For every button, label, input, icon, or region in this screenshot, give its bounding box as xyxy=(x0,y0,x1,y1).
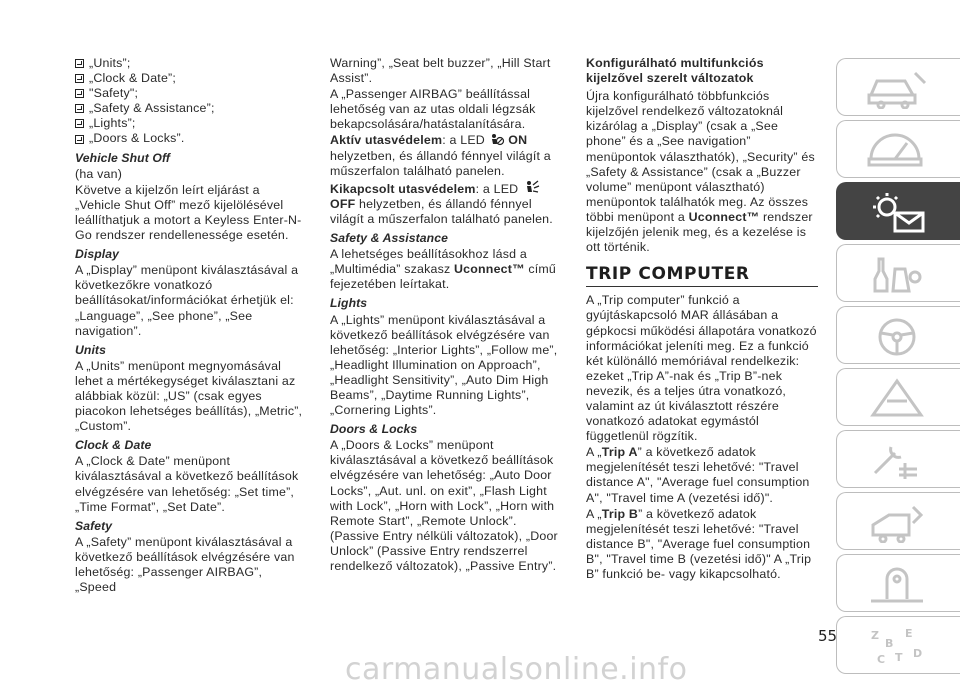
trip-b-paragraph: A „Trip B” a következő adatok megjelenítését teszi lehetővé: "Travel distance B", "Average fuel consumption B", "Travel time B (vezetési idő)" A „Trip B” funkció be- vagy kikapcsolható. xyxy=(586,506,812,581)
display-paragraph: A „Display” menüpont kiválasztásával a következőkre vonatkozó beállításokat/információkat érhetjük el: „Language”, „See phone”, „See navigation”. xyxy=(75,263,299,338)
car-overview-icon xyxy=(865,67,929,109)
tab-steering-wheel[interactable] xyxy=(836,306,960,364)
checkbox-bullet-icon xyxy=(75,74,84,83)
clock-paragraph: A „Clock & Date” menüpont kiválasztásával a következő beállítások elvégzésére van lehetőség: „Set time”, „Time Format”, „Set Date”. xyxy=(75,454,299,514)
column-1 xyxy=(75,56,303,596)
watermark: carmanualsonline.info xyxy=(345,652,688,687)
heading-lights: Lights xyxy=(330,296,368,311)
section-title: TRIP COMPUTER xyxy=(586,264,750,285)
list-item: „Lights”; xyxy=(75,116,303,131)
warning-lights-icon xyxy=(865,191,929,233)
lights-paragraph: A „Lights” menüpont kiválasztásával a következő beállítások elvégzésére van lehetőség: „Interior Lights”, „Follow me”, „Headlight Illumination on Approach”, „Headlight Sensitivity”, „Auto Dim High Beams”, „Daytime Running Lights”, „Cornering Lights”. xyxy=(330,312,558,418)
svg-text:B: B xyxy=(885,637,894,650)
heading-units: Units xyxy=(75,342,106,357)
svg-text:E: E xyxy=(905,627,913,640)
column-3 xyxy=(586,56,818,583)
safety-icon xyxy=(865,253,929,295)
airbag-off-icon xyxy=(522,180,540,196)
dashboard-icon xyxy=(865,129,929,171)
list-item: „Safety & Assistance”; xyxy=(75,101,303,116)
checkbox-bullet-icon xyxy=(75,135,84,144)
checkbox-bullet-icon xyxy=(75,59,84,68)
safety-assistance-paragraph: A lehetséges beállításokhoz lásd a „Multimédia” szakasz Uconnect™ című fejezetében leírtakat. xyxy=(330,247,556,292)
steering-wheel-icon xyxy=(865,315,929,357)
heading-doors-locks: Doors & Locks xyxy=(330,422,418,437)
safety-paragraph: A „Safety” menüpont kiválasztásával a következő beállítások elvégzésére van lehetőség: „Passenger AIRBAG”, „Speed xyxy=(75,534,295,595)
tab-technical-data[interactable] xyxy=(836,492,960,550)
navigation-icon xyxy=(865,563,929,605)
page-number: 55 xyxy=(818,627,838,645)
heading-vehicle-shut-off: Vehicle Shut Off xyxy=(75,150,171,165)
config-paragraph: Újra konfigurálható többfunkciós kijelzővel rendelkező változatoknál kizárólag a „Display” (csak a „See phone” és a „See navigation” menüpontok választhatók), „Security” és „Safety & Assistance” (csak a „Buzzer volume” menüpont választható) menüpontok találhatók meg. Az összes többi menüpont a Uconnect™ rendszer kijelzőjén jelenik meg, és a kezelése is ott történik. xyxy=(586,89,815,255)
tab-warning-lights[interactable] xyxy=(836,182,960,240)
svg-text:Z: Z xyxy=(871,629,879,642)
tab-service[interactable] xyxy=(836,430,960,488)
tab-safety[interactable] xyxy=(836,244,960,302)
column-2 xyxy=(330,56,560,575)
list-item: „Units”; xyxy=(75,56,303,71)
heading-safety: Safety xyxy=(75,518,113,533)
svg-text:T: T xyxy=(895,651,903,664)
safety-continued: Warning”, „Seat belt buzzer”, „Hill Start Assist”. xyxy=(330,56,551,86)
tab-dashboard[interactable] xyxy=(836,120,960,178)
index-icon xyxy=(865,625,929,667)
inactive-protection-paragraph: Kikapcsolt utasvédelem: a LED OFF helyzetben, és állandó fénnyel világít a műszerfalon található panelen. xyxy=(330,181,553,226)
vso-subtitle: (ha van) xyxy=(75,166,123,181)
active-protection-paragraph: Aktív utasvédelem: a LED ON helyzetben, és állandó fénnyel világít a műszerfalon található panelen. xyxy=(330,133,551,178)
emergency-icon xyxy=(865,377,929,419)
svg-text:C: C xyxy=(877,653,886,666)
config-heading: Konfigurálható multifunkciós kijelzővel szerelt változatok xyxy=(586,56,764,86)
tab-index[interactable] xyxy=(836,616,960,674)
svg-text:D: D xyxy=(913,647,923,660)
technical-data-icon xyxy=(865,501,929,543)
airbag-paragraph: A „Passenger AIRBAG” beállítással lehetőség van az utas oldali légzsák bekapcsolására/hatástalanítására. xyxy=(330,87,536,132)
tab-navigation[interactable] xyxy=(836,554,960,612)
doors-paragraph: A „Doors & Locks” menüpont kiválasztásával a következő beállítások elvégzésére van lehetőség: „Auto Door Locks”, „Aut. unl. on exit”, „Flash Light with Lock”, „Horn with Lock”, „Horn with Remote Start”, „Remote Unlock”. (Passive Entry nélküli változatok), „Door Unlock” (Passive Entry rendszerrel rendelkező változatok), „Passive Entry”. xyxy=(330,438,558,573)
trip-paragraph: A „Trip computer” funkció a gyújtáskapcsoló MAR állásában a gépkocsi működési állapotára vonatkozó információkat jeleníti meg. Ez a funkció két különálló memóriával rendelkezik: ezeket „Trip A”-nak és „Trip B”-nek nevezik, és a teljes útra vonatkozó, valamint az út kiválasztott részére vonatkozó adatokat egymástól függetlenül rögzítik. xyxy=(586,293,817,444)
units-paragraph: A „Units” menüpont megnyomásával lehet a mértékegységet kiválasztani az alábbiak közül: „US” (csak egyes piacokon lehetséges beállítás), „Metric”, „Custom”. xyxy=(75,358,303,434)
trip-a-paragraph: A „Trip A” a következő adatok megjelenítését teszi lehetővé: "Travel distance A", "Average fuel consumption A", "Travel time A (vezetési idő)". xyxy=(586,445,810,505)
heading-display: Display xyxy=(75,247,120,262)
list-item: „Clock & Date”; xyxy=(75,71,303,86)
section-divider xyxy=(586,286,818,287)
list-item: "Safety"; xyxy=(75,86,303,101)
airbag-on-icon xyxy=(489,133,505,147)
tab-emergency[interactable] xyxy=(836,368,960,426)
heading-safety-assistance: Safety & Assistance xyxy=(330,231,448,246)
checkbox-bullet-icon xyxy=(75,89,84,98)
checkbox-bullet-icon xyxy=(75,104,84,113)
heading-clock-date: Clock & Date xyxy=(75,438,152,453)
vso-paragraph: Követve a kijelzőn leírt eljárást a „Vehicle Shut Off” mező kijelölésével leállíthatjuk a motort a Keyless Enter-N-Go rendszer rendellenessége esetén. xyxy=(75,182,302,243)
service-icon xyxy=(865,439,929,481)
checkbox-bullet-icon xyxy=(75,119,84,128)
tab-car-overview[interactable] xyxy=(836,58,960,116)
list-item: „Doors & Locks”. xyxy=(75,131,303,146)
